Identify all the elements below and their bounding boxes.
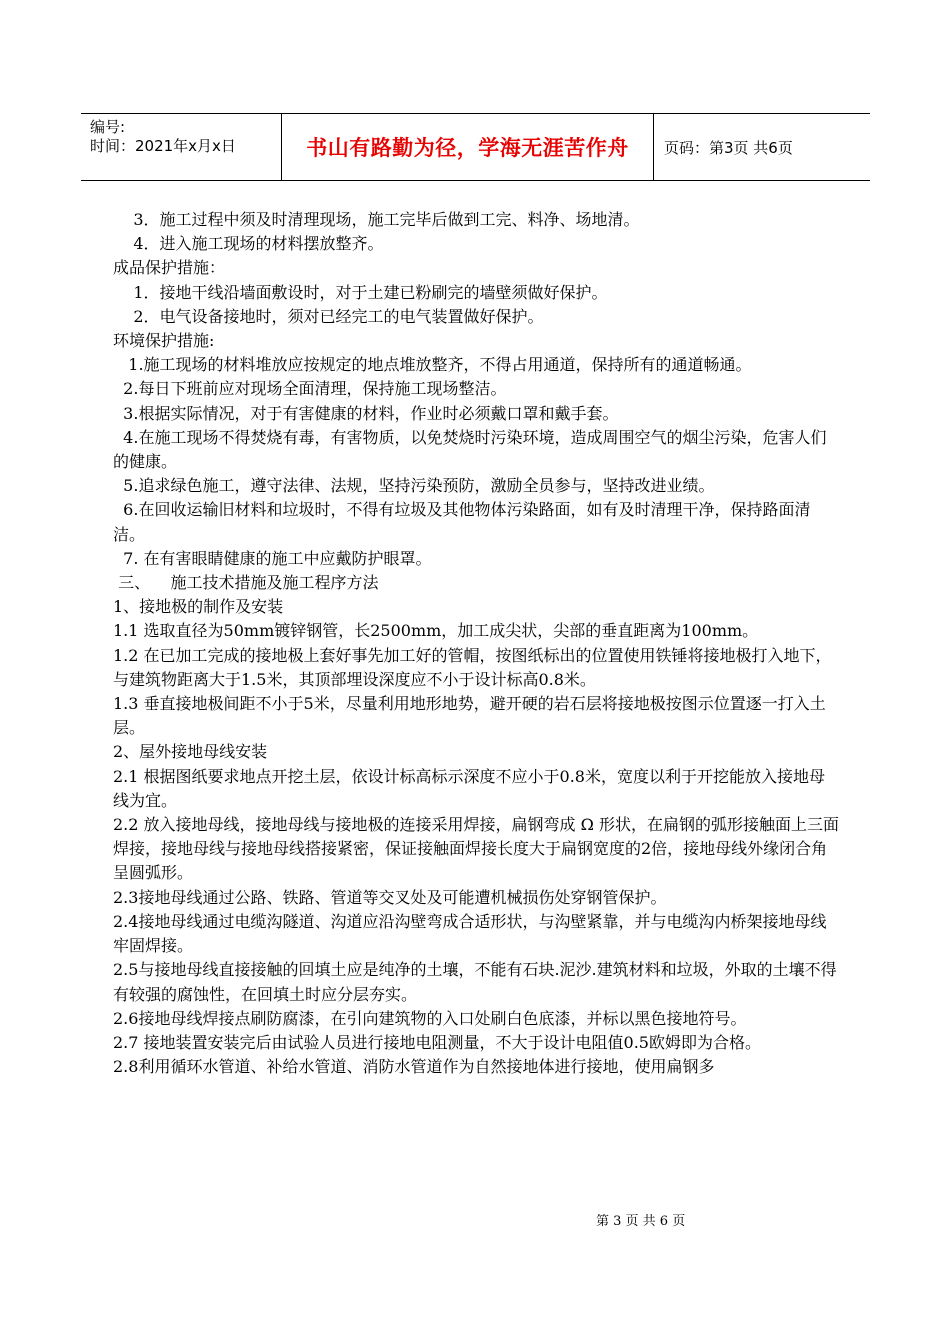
- paragraph: 6.在回收运输旧材料和垃圾时，不得有垃圾及其他物体污染路面，如有及时清理干净，保持路面清洁。: [113, 500, 811, 544]
- footer-page-number: 第 3 页 共 6 页: [596, 1214, 686, 1229]
- paragraph: 5.追求绿色施工，遵守法律、法规，坚持污染预防，激励全员参与，坚持改进业绩。: [113, 476, 715, 496]
- paragraph: 2.2 放入接地母线，接地母线与接地极的连接采用焊接，扁钢弯成 Ω 形状，在扁钢的弧形接触面上三面焊接，接地母线与接地母线搭接紧密，保证接触面焊接长度大于扁钢宽度的2倍，接地母线外缘闭合角呈圆弧形。: [113, 815, 839, 883]
- paragraph: 4．进入施工现场的材料摆放整齐。: [113, 234, 384, 254]
- paragraph: 1.施工现场的材料堆放应按规定的地点堆放整齐，不得占用通道，保持所有的通道畅通。: [113, 355, 752, 375]
- section-heading: 成品保护措施：: [113, 258, 226, 278]
- header-page-cell: [654, 114, 870, 180]
- motto-text: 书山有路勤为径，学海无涯苦作舟: [306, 136, 629, 160]
- subsection-heading: 1、接地极的制作及安装: [113, 597, 284, 617]
- paragraph: 2.3接地母线通过公路、铁路、管道等交叉处及可能遭机械损伤处穿钢管保护。: [113, 887, 667, 907]
- document-time-label: 时间：2021年x月x日: [90, 137, 236, 155]
- paragraph: 2.6接地母线焊接点刷防腐漆，在引向建筑物的入口处刷白色底漆，并标以黑色接地符号。: [113, 1008, 747, 1028]
- paragraph: 2．电气设备接地时，须对已经完工的电气装置做好保护。: [113, 306, 544, 326]
- document-header: [81, 113, 870, 181]
- section-heading: 环境保护措施:: [113, 331, 215, 351]
- paragraph: 1.3 垂直接地极间距不小于5米，尽量利用地形地势，避开硬的岩石层将接地极按图示位置逐一打入土层。: [113, 694, 826, 738]
- paragraph: 2.1 根据图纸要求地点开挖土层，依设计标高标示深度不应小于0.8米，宽度以利于开挖能放入接地母线为宜。: [113, 766, 825, 810]
- section-heading: 三、 施工技术措施及施工程序方法: [113, 573, 379, 593]
- paragraph: 2.每日下班前应对现场全面清理，保持施工现场整洁。: [113, 379, 507, 399]
- paragraph: 4.在施工现场不得焚烧有毒，有害物质，以免焚烧时污染环境，造成周围空气的烟尘污染，危害人们的健康。: [113, 427, 827, 472]
- paragraph: 2.8利用循环水管道、补给水管道、消防水管道作为自然接地体进行接地，使用扁钢多: [113, 1057, 715, 1077]
- document-number-label: 编号:: [90, 118, 126, 136]
- paragraph: 2.7 接地装置安装完后由试验人员进行接地电阻测量，不大于设计电阻值0.5欧姆即为合格。: [113, 1032, 761, 1052]
- paragraph: 2.4接地母线通过电缆沟隧道、沟道应沿沟壁弯成合适形状，与沟壁紧靠，并与电缆沟内桥架接地母线牢固焊接。: [113, 911, 827, 956]
- header-meta-cell: [81, 114, 282, 180]
- paragraph: 1.2 在已加工完成的接地极上套好事先加工好的管帽，按图纸标出的位置使用铁锤将接地极打入地下，与建筑物距离大于1.5米，其顶部埋设深度应不小于设计标高0.8米。: [113, 645, 832, 689]
- subsection-heading: 2、屋外接地母线安装: [113, 742, 268, 762]
- paragraph: 7. 在有害眼睛健康的施工中应戴防护眼罩。: [113, 548, 432, 568]
- paragraph: 3．施工过程中须及时清理现场，施工完毕后做到工完、料净、场地清。: [113, 210, 640, 229]
- document-body: [113, 208, 840, 1079]
- paragraph: 2.5与接地母线直接接触的回填土应是纯净的土壤，不能有石块.泥沙.建筑材料和垃圾，外取的土壤不得有较强的腐蚀性，在回填土时应分层夯实。: [113, 960, 837, 1004]
- paragraph: 1.1 选取直径为50mm镀锌钢管，长2500mm，加工成尖状，尖部的垂直距离为100mm。: [113, 621, 759, 641]
- page-number-label: 页码：第3页 共6页: [664, 138, 793, 157]
- paragraph: 3.根据实际情况，对于有害健康的材料，作业时必须戴口罩和戴手套。: [113, 403, 619, 423]
- paragraph: 1．接地干线沿墙面敷设时，对于土建已粉刷完的墙壁须做好保护。: [113, 282, 608, 302]
- header-motto-cell: [282, 114, 654, 180]
